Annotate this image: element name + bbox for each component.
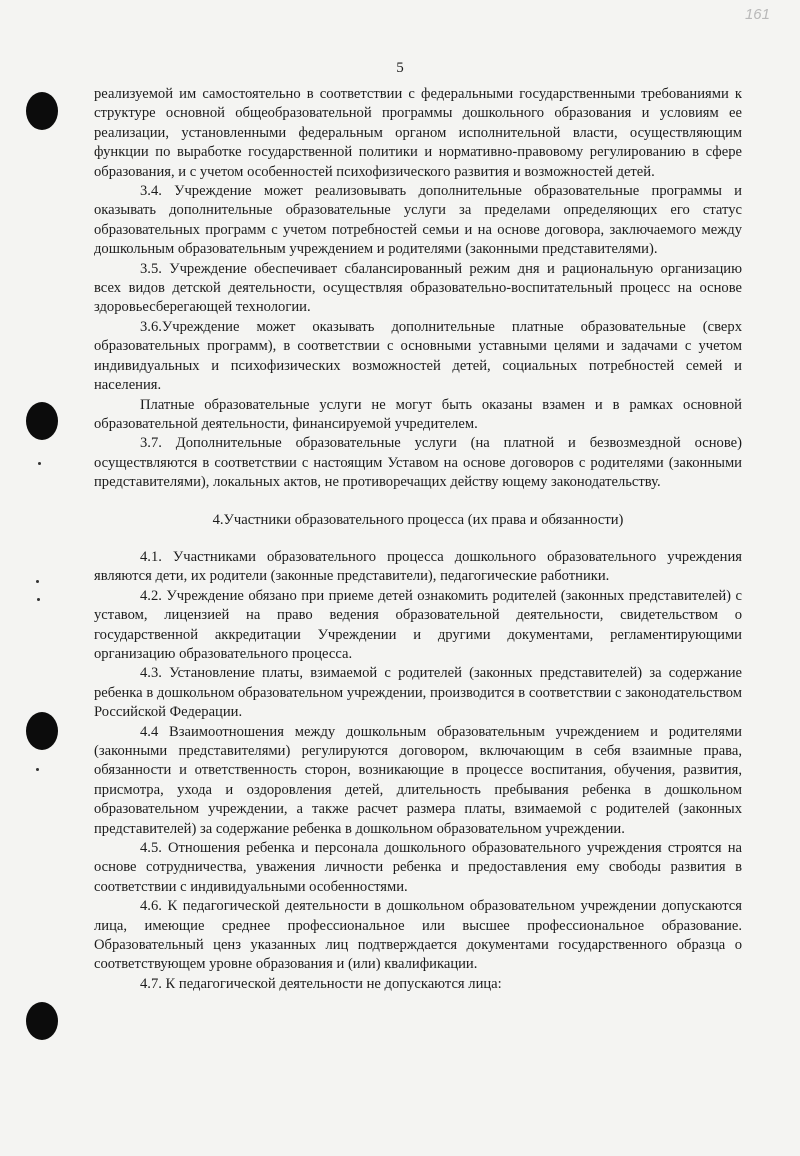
paragraph-4-3: 4.3. Установление платы, взимаемой с родителей (законных представителей) за содержание ребенка в дошкольном образовательном учреждении, производится в соответствии с законодательством Российской Федерации. [94, 665, 742, 721]
paragraph-intro-continuation: реализуемой им самостоятельно в соответствии с федеральными государственными требованиями к структуре основной общеобразовательной программы дошкольного образования и условиям ее реализации, установленными федеральным органом исполнительной власти, осуществляющим функции по выработке государственной политики и нормативно-правовому регулированию в сфере образования, и с учетом особенностей психофизического развития и возможностей детей. [94, 86, 742, 180]
page-number: 5 [396, 60, 404, 76]
scan-speck [37, 598, 40, 601]
scan-speck [36, 580, 39, 583]
paragraph-3-4: 3.4. Учреждение может реализовывать дополнительные образовательные программы и оказывать дополнительные образовательные услуги за пределами определяющих его статус образовательных программ с учетом потребностей семьи и на основе договора, заключаемого между дошкольным образовательным учреждением и родителями (законными представителями). [94, 183, 742, 258]
paragraph-paid-services: Платные образовательные услуги не могут быть оказаны взамен и в рамках основной образовательной деятельности, финансируемой учредителем. [94, 396, 742, 432]
handwritten-page-mark: 161 [744, 6, 770, 23]
paragraph-3-7: 3.7. Дополнительные образовательные услуги (на платной и безвозмездной основе) осуществляются в соответствии с настоящим Уставом на основе договоров с родителями (законными представителями), локальных актов, не противоречащих действу ющему законодательству. [94, 435, 742, 491]
paragraph-3-5: 3.5. Учреждение обеспечивает сбалансированный режим дня и рациональную организацию всех видов детской деятельности, осуществляя образовательно-воспитательный процесс на основе здоровьесберегающей технологии. [94, 260, 742, 316]
paragraph-4-6: 4.6. К педагогической деятельности в дошкольном образовательном учреждении допускаются лица, имеющие среднее профессиональное или высшее профессиональное образование. Образовательный ценз указанных лиц подтверждается документами государственного образца о соответствующем уровне образования и (или) квалификации. [94, 898, 742, 973]
punch-hole-mark [26, 712, 58, 750]
paragraph-4-1: 4.1. Участниками образовательного процесса дошкольного образовательного учреждения являются дети, их родители (законные представители), педагогические работники. [94, 548, 742, 585]
paragraph-4-7: 4.7. К педагогической деятельности не допускаются лица: [140, 975, 502, 992]
paragraph-4-2: 4.2. Учреждение обязано при приеме детей ознакомить родителей (законных представителей) с уставом, лицензией на право ведения образовательной деятельности, свидетельством о государственной аккредитации Учреждении и другими документами, регламентирующими организацию образовательного процесса. [94, 587, 742, 662]
scan-speck [36, 768, 39, 771]
punch-hole-mark [26, 92, 58, 130]
section-heading-4: 4.Участники образовательного процесса (их права и обязанности) [212, 511, 624, 528]
paragraph-4-5: 4.5. Отношения ребенка и персонала дошкольного образовательного учреждения строятся на основе сотрудничества, уважения личности ребенка и предоставления ему свободы развития в соответствии с индивидуальными особенностями. [94, 840, 742, 895]
punch-hole-mark [26, 402, 58, 440]
scan-speck [38, 462, 41, 465]
document-body [94, 85, 742, 994]
paragraph-3-6: 3.6.Учреждение может оказывать дополнительные платные образовательные (сверх образовательных программ), в соответствии с основными уставными целями и задачами с учетом индивидуальных и психофизических возможностей детей, социальных потребностей семей и населения. [94, 318, 742, 394]
punch-hole-mark [26, 1002, 58, 1040]
paragraph-4-4: 4.4 Взаимоотношения между дошкольным образовательным учреждением и родителями (законными представителями) регулируются договором, включающим в себя взаимные права, обязанности и ответственность сторон, возникающие в процессе воспитания, обучения, развития, присмотра, ухода и оздоровления детей, длительность пребывания ребенка в дошкольном образовательном учреждении, а также расчет размера платы, взимаемой с родителей (законных представителей) за содержание ребенка в дошкольном образовательном учреждении. [94, 723, 742, 837]
